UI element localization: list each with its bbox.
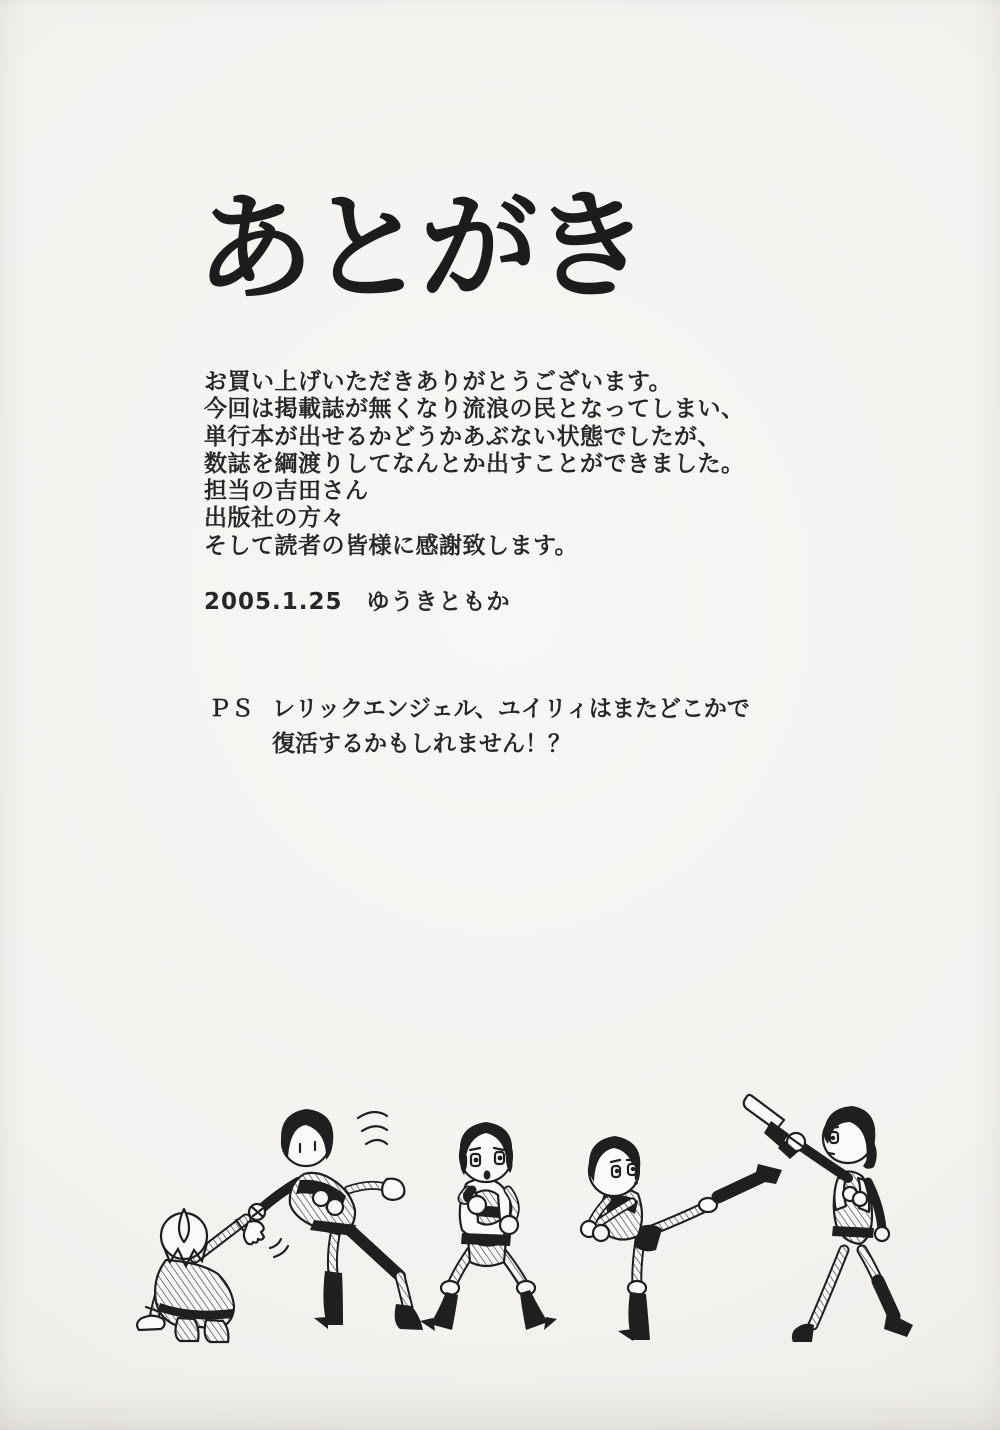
fist (500, 1216, 518, 1234)
fist (468, 1196, 486, 1214)
figure-woman-aiming-revolver (744, 1095, 913, 1342)
figure-woman-pulling-arm (249, 1109, 423, 1330)
hand-on-ground (137, 1316, 165, 1330)
fist (593, 1225, 609, 1241)
page-title: あとがき (195, 176, 645, 318)
postscript (208, 692, 750, 762)
afterword-illustration (100, 1078, 970, 1378)
figure-girl-high-kick (581, 1136, 782, 1341)
mouth (484, 1170, 491, 1179)
text-line: 数誌を綱渡りしてなんとか出すことができました。 (204, 450, 745, 477)
postscript-line: レリックエンジェル、ユイリィはまたどこかで (272, 696, 750, 722)
figure-girl-fighting-stance (420, 1122, 557, 1331)
date-signature: 2005.1.25 ゆうきともか (204, 589, 511, 615)
text-line: そして読者の皆様に感謝致します。 (204, 532, 579, 559)
mouth (828, 1153, 834, 1154)
motion-lines (270, 1239, 288, 1257)
text-line: 担当の吉田さん (204, 478, 369, 505)
motion-lines (358, 1112, 387, 1144)
postscript-line: 復活するかもしれません！？ (272, 731, 571, 757)
text-line: お買い上げいただきありがとうございます。 (204, 369, 673, 395)
text-line: 今回は掲載誌が無くなり流浪の民となってしまい、 (204, 396, 745, 423)
afterword-body (204, 369, 745, 560)
mouth (634, 1181, 638, 1185)
figure-kneeling-dragged-person (137, 1209, 288, 1342)
dangling-hand (244, 1221, 264, 1244)
postscript-label: ＰＳ (208, 696, 254, 722)
text-line: 単行本が出せるかどうかあぶない状態でしたが、 (204, 423, 721, 450)
revolver (744, 1095, 798, 1159)
text-line: 出版社の方々 (204, 505, 345, 532)
glove (382, 1179, 404, 1200)
